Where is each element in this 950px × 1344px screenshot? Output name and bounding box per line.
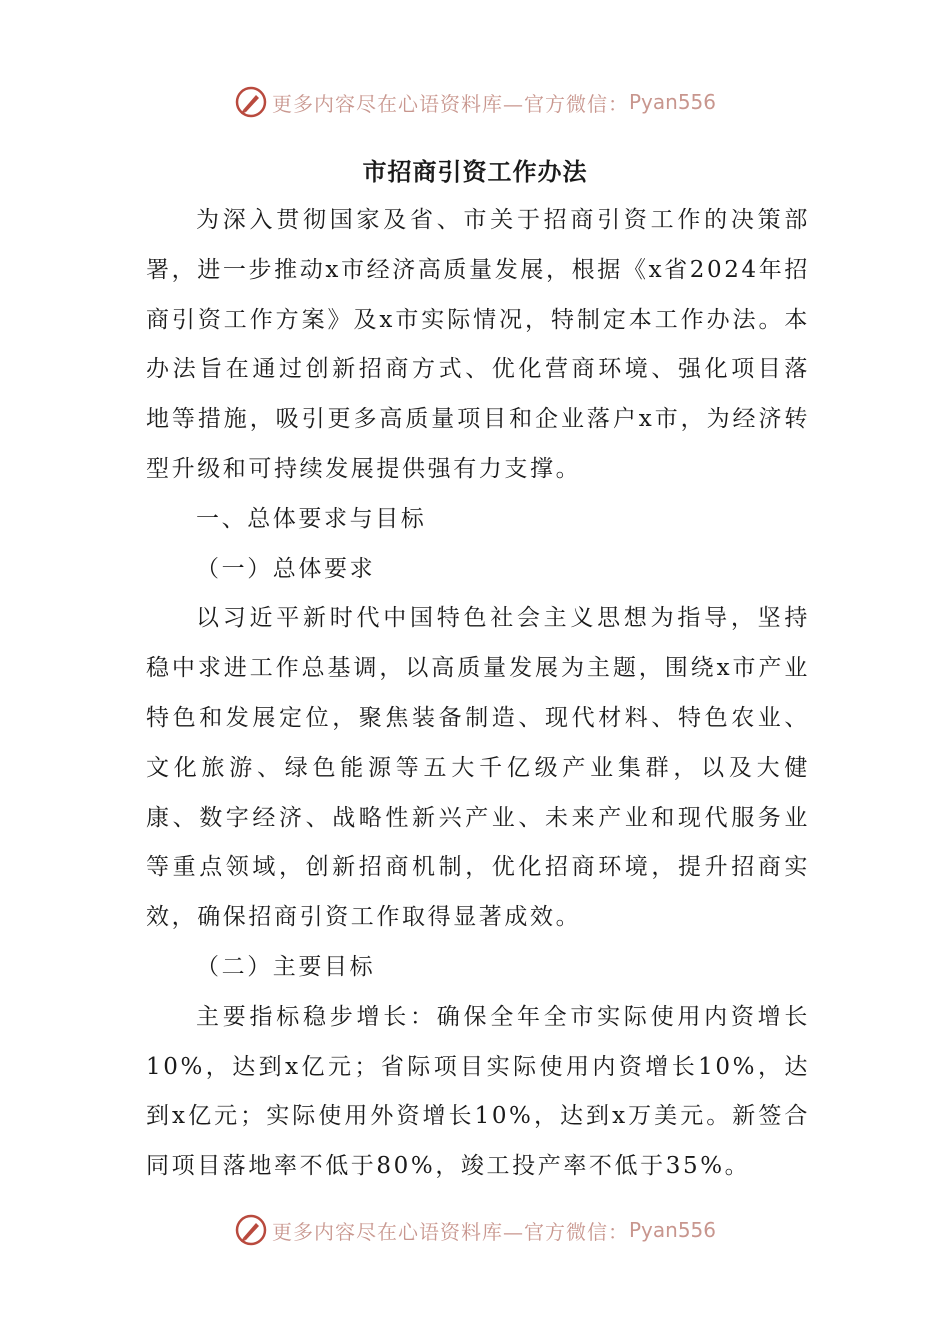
watermark-banner-top — [0, 82, 950, 122]
targets-paragraph: 主要指标稳步增长：确保全年全市实际使用内资增长10%，达到x亿元；省际项目实际使用内资增长10%，达到x亿元；实际使用外资增长10%，达到x万美元。新签合同项目落地率不低于80%，竣工投产率不低于35%。 — [146, 1003, 810, 1180]
document-body — [146, 196, 810, 1192]
subsection-heading-2: （二）主要目标 — [196, 953, 376, 980]
document-title: 市招商引资工作办法 — [362, 157, 588, 186]
watermark-handle: Pyan556 — [628, 90, 716, 114]
watermark-text: 更多内容尽在心语资料库—官方微信： — [271, 1219, 629, 1244]
watermark-banner-bottom — [0, 1210, 950, 1250]
subsection-heading-1: （一）总体要求 — [196, 555, 376, 582]
watermark-text: 更多内容尽在心语资料库—官方微信： — [271, 91, 629, 116]
requirements-paragraph: 以习近平新时代中国特色社会主义思想为指导，坚持稳中求进工作总基调，以高质量发展为主题，围绕x市产业特色和发展定位，聚焦装备制造、现代材料、特色农业、文化旅游、绿色能源等五大千亿级产业集群，以及大健康、数字经济、战略性新兴产业、未来产业和现代服务业等重点领域，创新招商机制，优化招商环境，提升招商实效，确保招商引资工作取得显著成效。 — [146, 605, 810, 931]
intro-paragraph: 为深入贯彻国家及省、市关于招商引资工作的决策部署，进一步推动x市经济高质量发展，根据《x省2024年招商引资工作方案》及x市实际情况，特制定本工作办法。本办法旨在通过创新招商方式、优化营商环境、强化项目落地等措施，吸引更多高质量项目和企业落户x市，为经济转型升级和可持续发展提供强有力支撑。 — [146, 207, 810, 482]
pen-logo-icon — [234, 1213, 268, 1247]
section-heading-1: 一、总体要求与目标 — [196, 505, 427, 532]
pen-logo-icon — [234, 85, 268, 119]
watermark-handle: Pyan556 — [628, 1218, 716, 1242]
